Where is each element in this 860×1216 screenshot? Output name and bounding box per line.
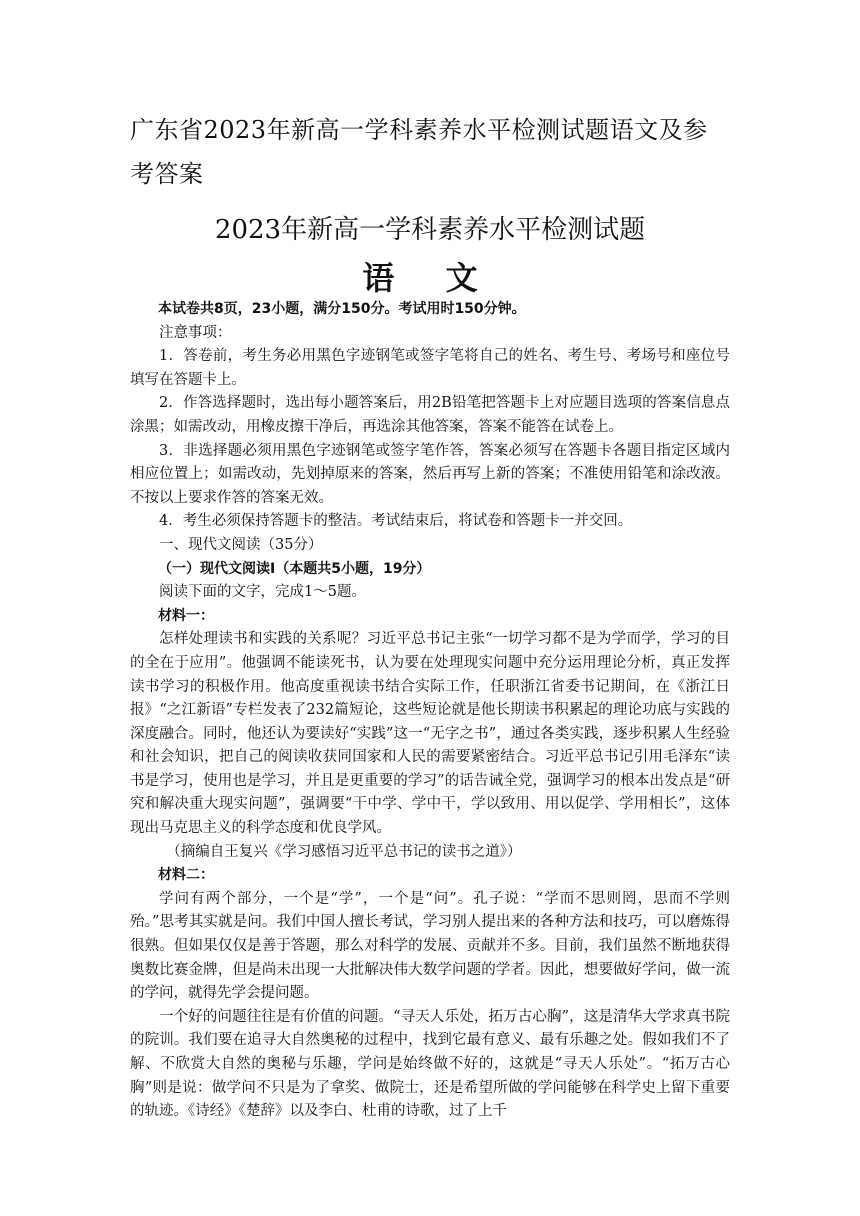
exam-summary: 本试卷共8页，23小题，满分150分。考试用时150分钟。 (158, 301, 526, 317)
subsection-heading: （一）现代文阅读Ⅰ（本题共5小题，19分） (158, 560, 431, 577)
note-item: 4．考生必须保持答题卡的整洁。考试结束后，将试卷和答题卡一并交回。 (159, 513, 633, 530)
material2-paragraph: 学问有两个部分，一个是“学”，一个是“问”。孔子说：“学而不思则罔，思而不学则殆。”思考其实就是问。我们中国人擅长考试，学习别人提出来的各种方法和技巧，可以磨炼得很熟。但如果仅仅是善于答题，那么对科学的发展、贡献并不多。目前，我们虽然不断地获得奥数比赛金牌，但是尚未出现一大批解决伟大数学问题的学者。因此，想要做好学问，做一流的学问，就得先学会提问题。 (130, 890, 730, 1002)
material2-paragraph: 一个好的问题往往是有价值的问题。“寻天人乐处，拓万古心胸”，这是清华大学求真书院的院训。我们要在追寻大自然奥秘的过程中，找到它最有意义、最有乐趣之处。假如我们不了解、不欣赏大自然的奥秘与乐趣，学问是始终做不好的，这就是“寻天人乐处”。“拓万古心胸”则是说：做学问不只是为了拿奖、做院士，还是希望所做的学问能够在科学史上留下重要的轨迹。《诗经》《楚辞》以及李白、杜甫的诗歌，过了上千 (130, 1008, 730, 1120)
subject-heading: 语 文 (362, 259, 498, 297)
material2-label: 材料二： (158, 867, 214, 884)
material1-paragraph: 怎样处理读书和实践的关系呢？习近平总书记主张“一切学习都不是为学而学，学习的目的全在于应用”。他强调不能读死书，认为要在处理现实问题中充分运用理论分析，真正发挥读书学习的积极作用。他高度重视读书结合实际工作，任职浙江省委书记期间，在《浙江日报》“之江新语”专栏发表了232篇短论，这些短论就是他长期读书积累起的理论功底与实践的深度融合。同时，他还认为要读好“实践”这一“无字之书”，通过各类实践，逐步积累人生经验和社会知识，把自己的阅读收获同国家和人民的需要紧密结合。习近平总书记引用毛泽东“读书是学习，使用也是学习，并且是更重要的学习”的话告诫全党，强调学习的根本出发点是“研究和解决重大现实问题”，强调要“干中学、学中干，学以致用、用以促学、学用相长”，这体现出马克思主义的科学态度和优良学风。 (130, 631, 730, 837)
exam-title: 2023年新高一学科素养水平检测试题 (214, 215, 646, 245)
note-item: 1．答卷前，考生务必用黑色字迹钢笔或签字笔将自己的姓名、考生号、考场号和座位号填写在答题卡上。 (130, 348, 730, 388)
notes-heading: 注意事项： (159, 324, 232, 341)
reading-instruction: 阅读下面的文字，完成1～5题。 (159, 584, 366, 601)
note-item: 2．作答选择题时，选出每小题答案后，用2B铅笔把答题卡上对应题目选项的答案信息点涂黑；如需改动，用橡皮擦干净后，再选涂其他答案，答案不能答在试卷上。 (130, 395, 730, 435)
material1-label: 材料一： (158, 607, 214, 624)
document-body (130, 298, 730, 1124)
note-item: 3．非选择题必须用黑色字迹钢笔或签字笔作答，答案必须写在答题卡各题目指定区域内相应位置上；如需改动，先划掉原来的答案，然后再写上新的答案；不准使用铅笔和涂改液。不按以上要求作答的答案无效。 (130, 442, 730, 506)
material1-source: （摘编自王复兴《学习感悟习近平总书记的读书之道》） (166, 843, 522, 860)
section-heading: 一、现代文阅读（35分） (159, 536, 323, 553)
document-title: 广东省2023年新高一学科素养水平检测试题语文及参考答案 (130, 116, 708, 188)
